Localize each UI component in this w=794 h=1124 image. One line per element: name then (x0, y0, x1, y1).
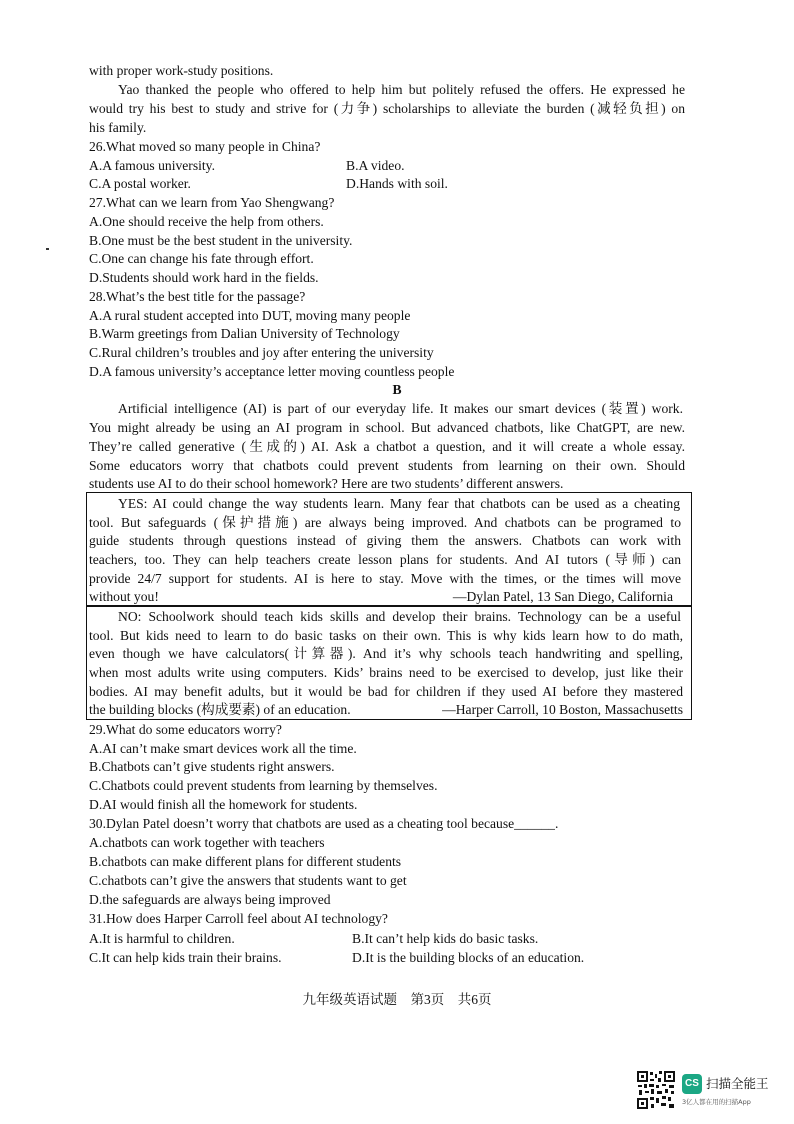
page-footer: 九年级英语试题 第3页 共6页 (302, 992, 492, 1007)
no-opinion-last-text: the building blocks (构成要素) of an education. (89, 702, 351, 717)
no-opinion-line: even though we have calculators(计算器). And it’s why schools teach handwriting and spelling, (89, 646, 683, 661)
yes-opinion-last-text: without you! (89, 589, 159, 604)
question-27-option-c: C.One can change his fate through effort. (89, 251, 314, 266)
scan-speck (46, 248, 49, 250)
passage-a-line: his family. (89, 120, 147, 135)
question-30-option-b: B.chatbots can make different plans for different students (89, 854, 402, 869)
question-27-option-d: D.Students should work hard in the fields. (89, 270, 319, 285)
question-30-option-a: A.chatbots can work together with teachers (89, 835, 325, 850)
qr-code-icon (636, 1070, 676, 1110)
question-27-option-b: B.One must be the best student in the university. (89, 233, 353, 248)
camscanner-logo-icon: CS (682, 1074, 702, 1094)
question-31-stem: 31.How does Harper Carroll feel about AI technology? (89, 911, 388, 926)
no-opinion-signature: —Harper Carroll, 10 Boston, Massachusetts (442, 702, 683, 717)
no-opinion-line: tool. But kids need to learn to do basic tasks on their own. This is why kids learn how to do math, (89, 628, 683, 643)
question-28-option-a: A.A rural student accepted into DUT, moving many people (89, 308, 411, 323)
question-30-stem: 30.Dylan Patel doesn’t worry that chatbots are used as a cheating tool because______. (89, 816, 559, 831)
no-opinion-line: bodies. AI may benefit adults, but it would be bad for children if they used AI before they mastered (89, 684, 683, 699)
section-b-heading: B (392, 382, 402, 397)
section-b-intro-line: students use AI to do their school homework? Here are two students’ different answers. (89, 476, 564, 491)
yes-opinion-line: tool. But safeguards (保护措施) are always being improved. And chatbots can be programed to (89, 515, 681, 530)
section-b-intro-line: Artificial intelligence (AI) is part of our everyday life. It makes our smart devices (装置) work. (118, 401, 683, 416)
passage-a-line: Yao thanked the people who offered to help him but politely refused the offers. He expressed he (118, 82, 685, 97)
yes-opinion-line: teachers, too. They can help teachers create lesson plans for students. And AI tutors (导师) can (89, 552, 681, 567)
passage-a-line: would try his best to study and strive for (力争) scholarships to alleviate the burden (减轻负担) on (89, 101, 685, 116)
no-opinion-line: when most adults write using computers. Kids’ brains need to be exercised to develop, just like their (89, 665, 683, 680)
section-b-intro-line: Some educators worry that chatbots could prevent students from learning on their own. Should (89, 458, 685, 473)
question-27-option-a: A.One should receive the help from others. (89, 214, 324, 229)
passage-a-line: with proper work-study positions. (89, 63, 274, 78)
yes-opinion-line: provide 24/7 support for students. AI is here to stay. Move with the times, or the times will move (89, 571, 681, 586)
yes-opinion-last-line (89, 588, 681, 606)
question-31-option-d: D.It is the building blocks of an education. (352, 950, 585, 965)
question-29-option-c: C.Chatbots could prevent students from learning by themselves. (89, 778, 438, 793)
no-opinion-last-line (89, 701, 683, 719)
question-29-option-a: A.AI can’t make smart devices work all the time. (89, 741, 357, 756)
question-30-option-c: C.chatbots can’t give the answers that students want to get (89, 873, 407, 888)
question-26-option-c: C.A postal worker. (89, 176, 191, 191)
question-28-option-c: C.Rural children’s troubles and joy after entering the university (89, 345, 434, 360)
question-28-option-b: B.Warm greetings from Dalian University of Technology (89, 326, 400, 341)
question-31-option-a: A.It is harmful to children. (89, 931, 235, 946)
question-29-option-d: D.AI would finish all the homework for students. (89, 797, 358, 812)
question-31-option-b: B.It can’t help kids do basic tasks. (352, 931, 539, 946)
question-26-option-d: D.Hands with soil. (346, 176, 448, 191)
section-b-intro-line: You might already be using an AI program in school. But advanced chatbots, like ChatGPT, are new. (89, 420, 685, 435)
question-29-option-b: B.Chatbots can’t give students right answers. (89, 759, 335, 774)
yes-opinion-signature: —Dylan Patel, 13 San Diego, California (452, 589, 673, 604)
camscanner-name: 扫描全能王 (706, 1076, 769, 1091)
question-26-stem: 26.What moved so many people in China? (89, 139, 321, 154)
yes-opinion-line: YES: AI could change the way students learn. Many fear that chatbots can be used as a cheating (118, 496, 680, 511)
question-29-stem: 29.What do some educators worry? (89, 722, 282, 737)
question-26-option-b: B.A video. (346, 158, 405, 173)
question-30-option-d: D.the safeguards are always being improved (89, 892, 331, 907)
no-opinion-line: NO: Schoolwork should teach kids skills and develop their brains. Technology can be a useful (118, 609, 681, 624)
question-31-option-c: C.It can help kids train their brains. (89, 950, 282, 965)
camscanner-tagline: 3亿人都在用的扫描App (682, 1098, 751, 1106)
question-26-option-a: A.A famous university. (89, 158, 215, 173)
question-27-stem: 27.What can we learn from Yao Shengwang? (89, 195, 335, 210)
section-b-intro-line: They’re called generative (生成的) AI. Ask a chatbot a question, and it will create a whole essay. (89, 439, 685, 454)
question-28-option-d: D.A famous university’s acceptance letter moving countless people (89, 364, 455, 379)
question-28-stem: 28.What’s the best title for the passage? (89, 289, 306, 304)
yes-opinion-line: guide students through questions instead of giving them the answers. Chatbots can work with (89, 533, 681, 548)
